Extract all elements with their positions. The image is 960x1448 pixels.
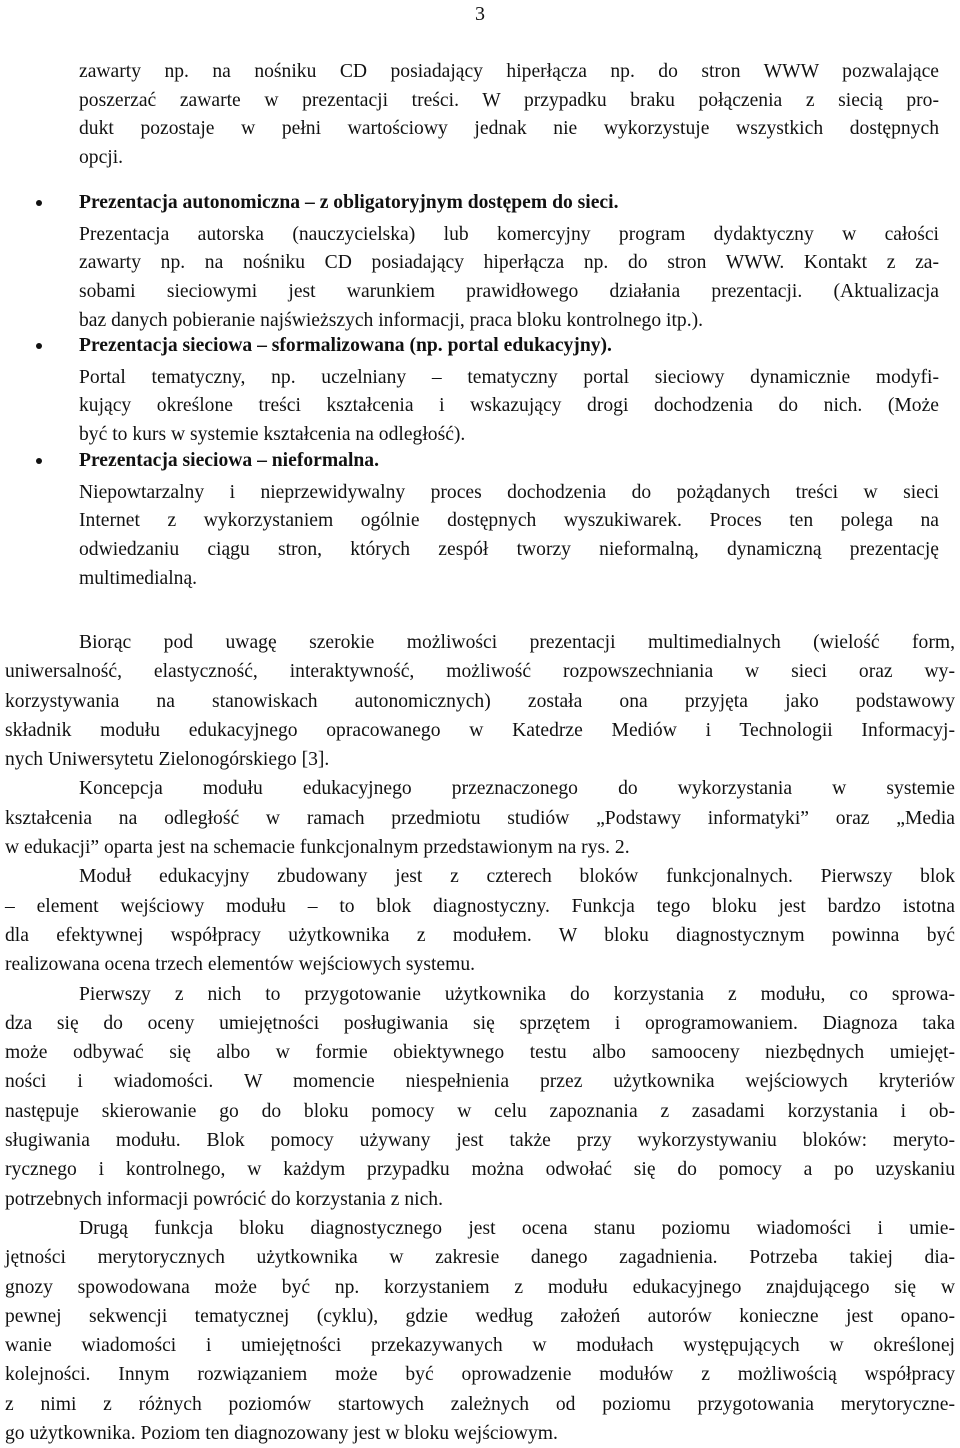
text-line: pewnej sekwencji tematycznej (cyklu), gdzie według założeń autorów konieczne jest opano- xyxy=(5,1305,955,1327)
text-line: Prezentacja autorska (nauczycielska) lub komercyjny program dydaktyczny w całości xyxy=(79,223,939,245)
text-line: Moduł edukacyjny zbudowany jest z czterech bloków funkcjonalnych. Pierwszy blok xyxy=(79,866,955,888)
text-line: w edukacji” oparta jest na schemacie funkcjonalnym przedstawionym na rys. 2. xyxy=(5,837,630,859)
text-line: poszerzać zawarte w prezentacji treści. W przypadku braku połączenia z siecią pro- xyxy=(79,89,939,111)
text-line: Pierwszy z nich to przygotowanie użytkownika do korzystania z modułu, co sprowa- xyxy=(79,983,955,1005)
text-line: kolejności. Innym rozwiązaniem może być oprowadzenie modułów z możliwością współpracy xyxy=(5,1364,955,1386)
text-line: Koncepcja modułu edukacyjnego przeznaczonego do wykorzystania w systemie xyxy=(79,778,955,800)
text-line: Niepowtarzalny i nieprzewidywalny proces dochodzenia do pożądanych treści w sieci xyxy=(79,481,939,503)
text-line: Drugą funkcja bloku diagnostycznego jest ocena stanu poziomu wiadomości i umie- xyxy=(79,1217,955,1239)
paragraph xyxy=(5,1214,955,1448)
text-line: Portal tematyczny, np. uczelniany – tematyczny portal sieciowy dynamicznie modyfi- xyxy=(79,366,939,388)
text-line: odwiedzaniu ciągu stron, których zespół tworzy nieformalną, dynamiczną prezentację xyxy=(79,539,939,561)
text-line: go użytkownika. Poziom ten diagnozowany jest w bloku wejściowym. xyxy=(5,1423,558,1445)
text-line: opcji. xyxy=(79,147,124,169)
continuation-text xyxy=(79,58,939,173)
text-line: zawarty np. na nośniku CD posiadający hiperłącza np. do stron WWW pozwalające xyxy=(79,61,939,82)
text-line: może odbywać się albo w formie obiektywnego testu albo samooceny niezbędnych umiejęt- xyxy=(5,1042,955,1064)
text-line: następuje skierowanie go do bloku pomocy w celu zapoznania z zasadami korzystania i ob- xyxy=(5,1100,955,1122)
bullet-body xyxy=(79,364,939,450)
text-line: uniwersalność, elastyczność, interaktywność, możliwość rozpowszechniania w sieci oraz wy- xyxy=(5,661,955,683)
text-line: multimedialną. xyxy=(79,567,198,589)
text-line: baz danych pobieranie najświeższych informacji, praca bloku kontrolnego itp.). xyxy=(79,309,704,331)
text-line: nych Uniwersytetu Zielonogórskiego [3]. xyxy=(5,749,330,771)
text-line: wanie wiadomości i umiejętności przekazywanych w modułach występujących w określonej xyxy=(5,1335,955,1357)
text-line: jętności merytorycznych użytkownika w zakresie danego zagadnienia. Potrzeba takiej dia- xyxy=(5,1247,955,1269)
text-line: dza się do oceny umiejętności posługiwania się sprzętem i oprogramowaniem. Diagnoza taka xyxy=(5,1012,955,1034)
text-line: sobami sieciowymi jest warunkiem prawidłowego działania prezentacji. (Aktualizacja xyxy=(79,281,939,303)
text-line: kujący określone treści kształcenia i wskazujący drogi dochodzenia do nich. (Może xyxy=(79,395,939,417)
text-line: realizowana ocena trzech elementów wejściowych systemu. xyxy=(5,954,476,976)
text-line: ności i wiadomości. W momencie niespełnienia przez użytkownika wejściowych kryteriów xyxy=(5,1071,955,1093)
paragraph xyxy=(5,774,955,862)
text-line: rycznego i kontrolnego, w każdym przypadku można odwołać się do pomocy a po uzyskaniu xyxy=(5,1159,955,1181)
body-text xyxy=(5,628,955,1448)
page-number: 3 xyxy=(475,3,485,25)
text-line: korzystywania na stanowiskach autonomicznych) została ona przyjęta jako podstawowy xyxy=(5,690,955,712)
paragraph xyxy=(5,980,955,1214)
bullet-heading: Prezentacja autonomiczna – z obligatoryjnym dostępem do sieci. xyxy=(79,192,619,213)
paragraph xyxy=(5,862,955,979)
bullet-body xyxy=(79,221,939,336)
bullet-icon xyxy=(36,458,42,464)
text-line: gnozy spowodowana może być np. korzystaniem z modułu edukacyjnego znajdującego się w xyxy=(5,1276,955,1298)
text-line: kształcenia na odległość w ramach przedmiotu studiów „Podstawy informatyki” oraz „Media xyxy=(5,807,955,829)
text-line: potrzebnych informacji powrócić do korzystania z nich. xyxy=(5,1188,443,1210)
bullet-icon xyxy=(36,200,42,206)
text-line: – element wejściowy modułu – to blok diagnostyczny. Funkcja tego bloku jest bardzo istotna xyxy=(5,895,955,917)
text-line: dla efektywnej współpracy użytkownika z modułem. W bloku diagnostycznym powinna być xyxy=(5,924,955,946)
text-line: zawarty np. na nośniku CD posiadający hiperłącza np. do stron WWW. Kontakt z za- xyxy=(79,252,939,274)
text-line: sługiwania modułu. Blok pomocy używany jest także przy wykorzystywaniu bloków: meryto- xyxy=(5,1130,955,1152)
text-line: z nimi z różnych poziomów startowych zależnych od poziomu przygotowania merytoryczne- xyxy=(5,1393,955,1415)
paragraph xyxy=(5,628,955,774)
bullet-body xyxy=(79,479,939,594)
text-line: Internet z wykorzystaniem ogólnie dostępnych wyszukiwarek. Proces ten polega na xyxy=(79,510,939,532)
text-line: być to kurs w systemie kształcenia na odległość). xyxy=(79,424,466,446)
text-line: składnik modułu edukacyjnego opracowanego w Katedrze Mediów i Technologii Informacyj- xyxy=(5,719,955,741)
text-line: Biorąc pod uwagę szerokie możliwości prezentacji multimedialnych (wielość form, xyxy=(79,632,955,653)
bullet-icon xyxy=(36,343,42,349)
bullet-heading: Prezentacja sieciowa – sformalizowana (np. portal edukacyjny). xyxy=(79,335,612,356)
bullet-heading: Prezentacja sieciowa – nieformalna. xyxy=(79,450,379,471)
text-line: dukt pozostaje w pełni wartościowy jednak nie wykorzystuje wszystkich dostępnych xyxy=(79,118,939,140)
